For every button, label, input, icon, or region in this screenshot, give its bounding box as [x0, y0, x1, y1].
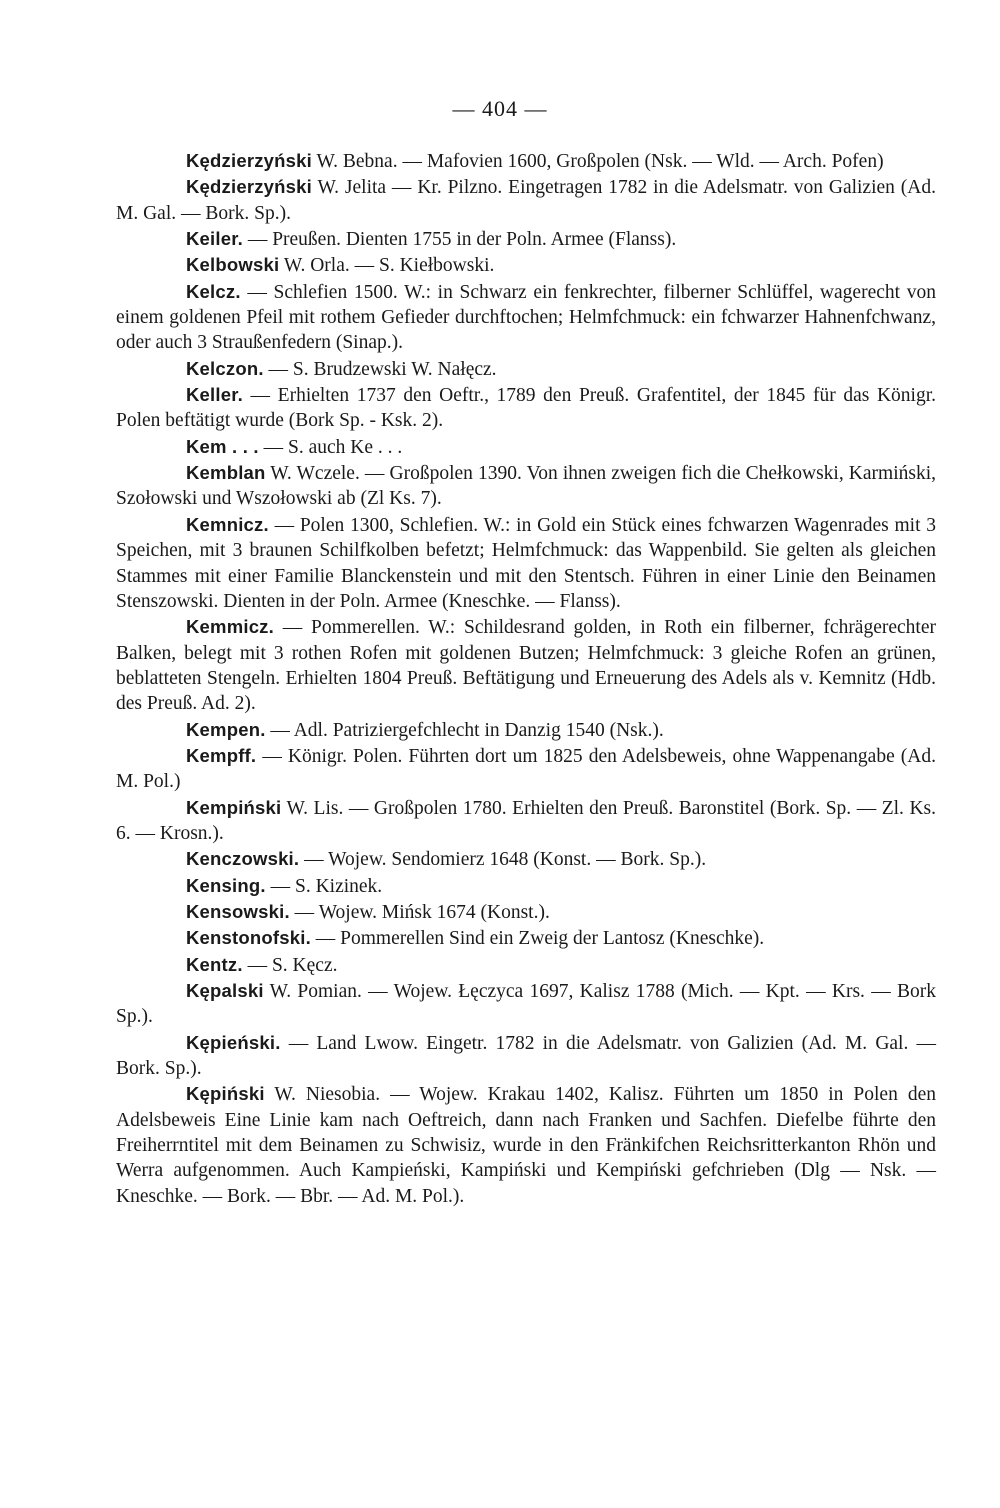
entry-headword: Kemblan	[186, 462, 266, 484]
entry-headword: Kempen.	[186, 718, 266, 740]
entry-text: W. Jelita — Kr. Pilzno. Eingetragen 1782 in die Adelsmatr. von Galizien (Ad. M. Gal. — Bork. Sp.).	[116, 177, 936, 224]
entry	[116, 978, 936, 1030]
entry-text: — Pommerellen. W.: Schildesrand golden, in Roth ein filberner, fchrägerechter Balken, belegt mit 3 rothen Rofen mit goldenen Butzen; Helmfchmuck: 3 gleiche Rofen an grünen, beblatteten Stengeln. Erhielten 1804 Preuß. Beftätigung und Erneuerung des Adels als v. Kemnitz (Hdb. des Preuß. Ad. 2).	[116, 617, 936, 715]
entry	[116, 148, 936, 174]
entry	[116, 1081, 936, 1209]
entry-headword: Kędzierzyński	[186, 150, 312, 171]
entry-headword: Kępieński.	[186, 1031, 281, 1053]
entry-headword: Kensing.	[186, 874, 266, 896]
entry	[116, 899, 936, 925]
entry-headword: Kentz.	[186, 953, 243, 975]
entry-text: — Adl. Patriziergefchlecht in Danzig 1540 (Nsk.).	[265, 719, 664, 741]
entry-text: — S. Brudzewski W. Nałęcz.	[263, 358, 497, 380]
entry-text: — Schlefien 1500. W.: in Schwarz ein fenkrechter, filberner Schlüffel, wagerecht von einem goldenen Pfeil mit rothem Gefieder durchftochen; Helmfchmuck: ein fchwarzer Hahnenfchwanz, oder auch 3 Straußenfedern (Sinap.).	[116, 281, 936, 354]
entry	[116, 743, 936, 795]
entry-headword: Keiler.	[186, 228, 243, 250]
entry	[116, 382, 936, 434]
entry-headword: Kem . . .	[186, 435, 259, 457]
entry-headword: Kemmicz.	[186, 616, 274, 638]
entry-text: — Preußen. Dienten 1755 in der Poln. Armee (Flanss).	[242, 229, 677, 251]
entry-text: W. Lis. — Großpolen 1780. Erhielten den Preuß. Baronstitel (Bork. Sp. — Zl. Ks. 6. — Krosn.).	[116, 797, 936, 844]
entry	[116, 952, 936, 978]
entry-headword: Kępalski	[186, 980, 264, 1001]
entry	[116, 460, 936, 512]
entry-text: — Erhielten 1737 den Oeftr., 1789 den Preuß. Grafentitel, der 1845 für das Königr. Polen beftätigt wurde (Bork Sp. - Ksk. 2).	[116, 385, 936, 432]
entry	[116, 512, 936, 614]
entry-headword: Kempff.	[186, 744, 257, 766]
entry	[116, 925, 936, 951]
entry	[116, 1030, 936, 1082]
entry-text: — Pommerellen Sind ein Zweig der Lantosz (Kneschke).	[310, 928, 765, 950]
entry-headword: Kelczon.	[186, 357, 264, 379]
entry	[116, 846, 936, 872]
entry-text: W. Orla. — S. Kiełbowski.	[279, 255, 495, 277]
entry-headword: Kenczowski.	[186, 848, 300, 870]
entry-headword: Kensowski.	[186, 900, 290, 922]
entry	[116, 279, 936, 356]
entry-headword: Kenstonofski.	[186, 927, 311, 949]
entry	[116, 717, 936, 743]
entry	[116, 614, 936, 716]
entry-text: W. Niesobia. — Wojew. Krakau 1402, Kalisz. Führten um 1850 in Polen den Adelsbeweis Eine Linie kam nach Oeftreich, dann nach Franken und Sachfen. Diefelbe führte den Freiherrntitel mit dem Beinamen zu Schwisiz, wurde in den Fränkifchen Reichsritterkanton Rhön und Werra aufgenommen. Auch Kampieński, Kampiński und Kempiński gefchrieben (Dlg — Nsk. — Kneschke. — Bork. — Bbr. — Ad. M. Pol.).	[116, 1084, 936, 1207]
page-number: — 404 —	[452, 96, 548, 121]
entry-text: — Königr. Polen. Führten dort um 1825 den Adelsbeweis, ohne Wappenangabe (Ad. M. Pol.)	[116, 745, 936, 793]
entry	[116, 252, 936, 278]
entry-headword: Kempiński	[186, 796, 282, 818]
entry	[116, 174, 936, 226]
entry-text: — Wojew. Mińsk 1674 (Konst.).	[289, 901, 550, 923]
entry-headword: Kępiński	[186, 1083, 265, 1105]
entry-text: — S. Kęcz.	[242, 954, 338, 976]
entry-text: W. Pomian. — Wojew. Łęczyca 1697, Kalisz 1788 (Mich. — Kpt. — Krs. — Bork Sp.).	[116, 981, 936, 1028]
entry-headword: Kemnicz.	[186, 513, 269, 535]
entry-text: — S. Kizinek.	[265, 875, 383, 897]
entry-headword: Kelcz.	[186, 280, 241, 302]
entry-text: — Wojew. Sendomierz 1648 (Konst. — Bork. Sp.).	[299, 849, 707, 871]
entry	[116, 434, 936, 460]
entry-text: — S. auch Ke . . .	[258, 436, 403, 458]
entry-headword: Keller.	[186, 384, 243, 406]
dictionary-entries	[116, 148, 936, 1209]
entry-headword: Kędzierzyński	[186, 176, 312, 198]
entry-text: W. Bebna. — Mafovien 1600, Großpolen (Nsk. — Wld. — Arch. Pofen)	[312, 151, 884, 172]
entry-text: — Land Lwow. Eingetr. 1782 in die Adelsmatr. von Galizien (Ad. M. Gal. — Bork. Sp.).	[116, 1032, 936, 1080]
entry	[116, 873, 936, 899]
entry	[116, 356, 936, 382]
entry	[116, 795, 936, 847]
entry-text: — Polen 1300, Schlefien. W.: in Gold ein Stück eines fchwarzen Wagenrades mit 3 Speichen, mit 3 braunen Schilfkolben befetzt; Helmfchmuck: das Wappenbild. Sie gelten als gleichen Stammes mit einer Familie Blanckenstein und mit den Stentsch. Führen in einer Linie den Beinamen Stenszowski. Dienten in der Poln. Armee (Kneschke. — Flanss).	[116, 514, 936, 612]
entry-text: W. Wczele. — Großpolen 1390. Von ihnen zweigen fich die Chełkowski, Karmiński, Szołowski und Wszołowski ab (Zl Ks. 7).	[116, 463, 936, 510]
entry	[116, 226, 936, 252]
entry-headword: Kelbowski	[186, 254, 280, 276]
